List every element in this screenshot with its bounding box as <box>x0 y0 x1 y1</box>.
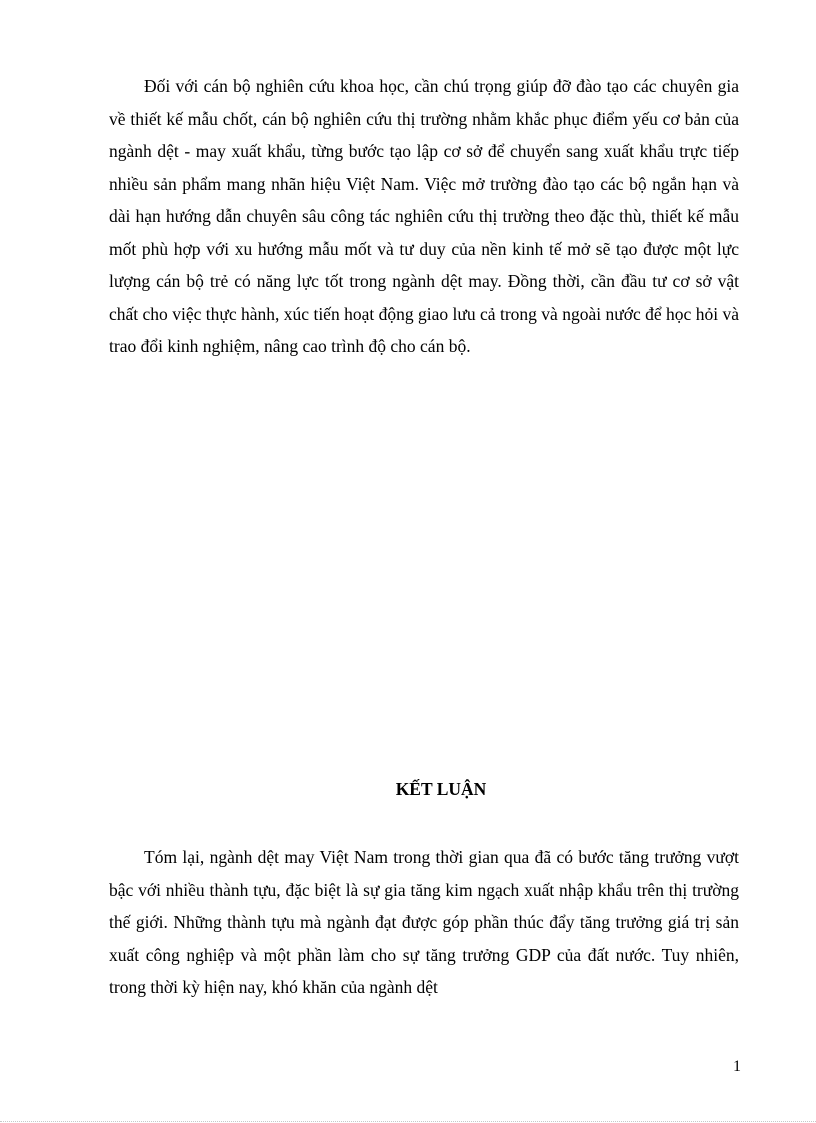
page-bottom-divider <box>0 1121 816 1122</box>
page-number: 1 <box>733 1058 741 1075</box>
conclusion-heading: KẾT LUẬN <box>395 779 487 799</box>
body-paragraph-training: Đối với cán bộ nghiên cứu khoa học, cần chú trọng giúp đỡ đào tạo các chuyên gia về thiết kế mẫu chốt, cán bộ nghiên cứu thị trường nhằm khắc phục điểm yếu cơ bản của ngành dệt - may xuất khẩu, từng bước tạo lập cơ sở để chuyển sang xuất khẩu trực tiếp nhiều sản phẩm mang nhãn hiệu Việt Nam. Việc mở trường đào tạo các bộ ngắn hạn và dài hạn hướng dẫn chuyên sâu công tác nghiên cứu thị trường theo đặc thù, thiết kế mẫu mốt phù hợp với xu hướng mẫu mốt và tư duy của nền kinh tế mở sẽ tạo được một lực lượng cán bộ trẻ có năng lực tốt trong ngành dệt may. Đồng thời, cần đầu tư cơ sở vật chất cho việc thực hành, xúc tiến hoạt động giao lưu cả trong và ngoài nước để học hỏi và trao đổi kinh nghiệm, nâng cao trình độ cho cán bộ. <box>109 76 739 356</box>
body-paragraph-conclusion: Tóm lại, ngành dệt may Việt Nam trong thời gian qua đã có bước tăng trưởng vượt bậc với nhiều thành tựu, đặc biệt là sự gia tăng kim ngạch xuất nhập khẩu trên thị trường thế giới. Những thành tựu mà ngành đạt được góp phần thúc đẩy tăng trưởng giá trị sản xuất công nghiệp và một phần làm cho sự tăng trưởng GDP của đất nước. Tuy nhiên, trong thời kỳ hiện nay, khó khăn của ngành dệt <box>109 847 739 997</box>
